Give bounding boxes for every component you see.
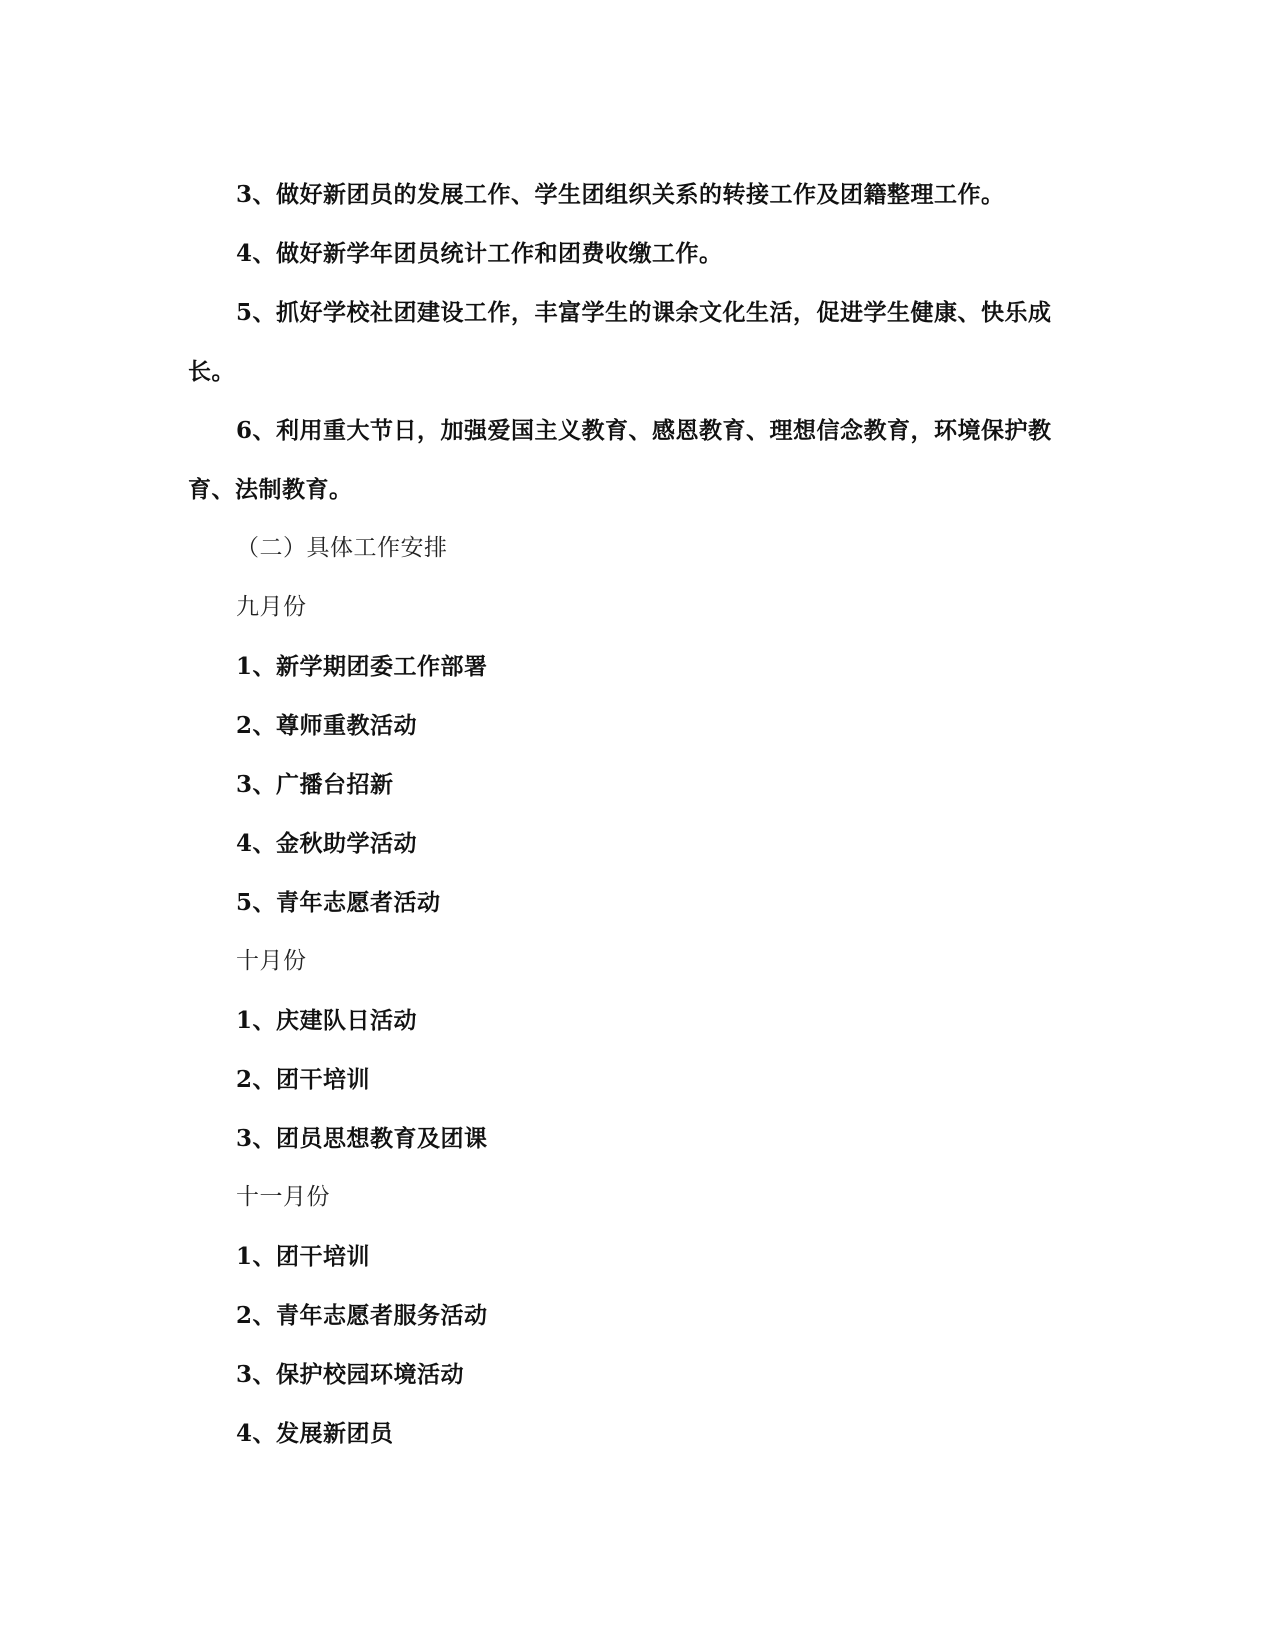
month-heading-october: 十月份: [236, 948, 307, 974]
list-item: 1、庆建队日活动: [236, 1007, 418, 1034]
list-item: 2、青年志愿者服务活动: [236, 1302, 488, 1329]
paragraph-item-5-clubs: 5、抓好学校社团建设工作，丰富学生的课余文化生活，促进学生健康、快乐成长。: [188, 299, 1052, 385]
paragraph-item-6-holidays: 6、利用重大节日，加强爱国主义教育、感恩教育、理想信念教育，环境保护教育、法制教育。: [188, 417, 1052, 503]
month-heading-november: 十一月份: [236, 1184, 330, 1210]
list-item: 3、广播台招新: [236, 771, 394, 798]
list-item: 1、团干培训: [236, 1243, 371, 1270]
list-item: 1、新学期团委工作部署: [236, 653, 488, 680]
section-heading-schedule: （二）具体工作安排: [236, 535, 448, 561]
list-item: 2、团干培训: [236, 1066, 371, 1093]
list-item: 3、团员思想教育及团课: [236, 1125, 488, 1152]
list-item: 5、青年志愿者活动: [236, 889, 441, 916]
list-item: 3、保护校园环境活动: [236, 1361, 465, 1388]
list-item: 2、尊师重教活动: [236, 712, 418, 739]
list-item: 4、发展新团员: [236, 1420, 394, 1447]
paragraph-item-3-new-members: 3、做好新团员的发展工作、学生团组织关系的转接工作及团籍整理工作。: [236, 181, 1005, 208]
list-item: 4、金秋助学活动: [236, 830, 418, 857]
month-heading-september: 九月份: [236, 594, 307, 620]
document-body: [188, 165, 1088, 1463]
paragraph-item-4-statistics: 4、做好新学年团员统计工作和团费收缴工作。: [236, 240, 723, 267]
